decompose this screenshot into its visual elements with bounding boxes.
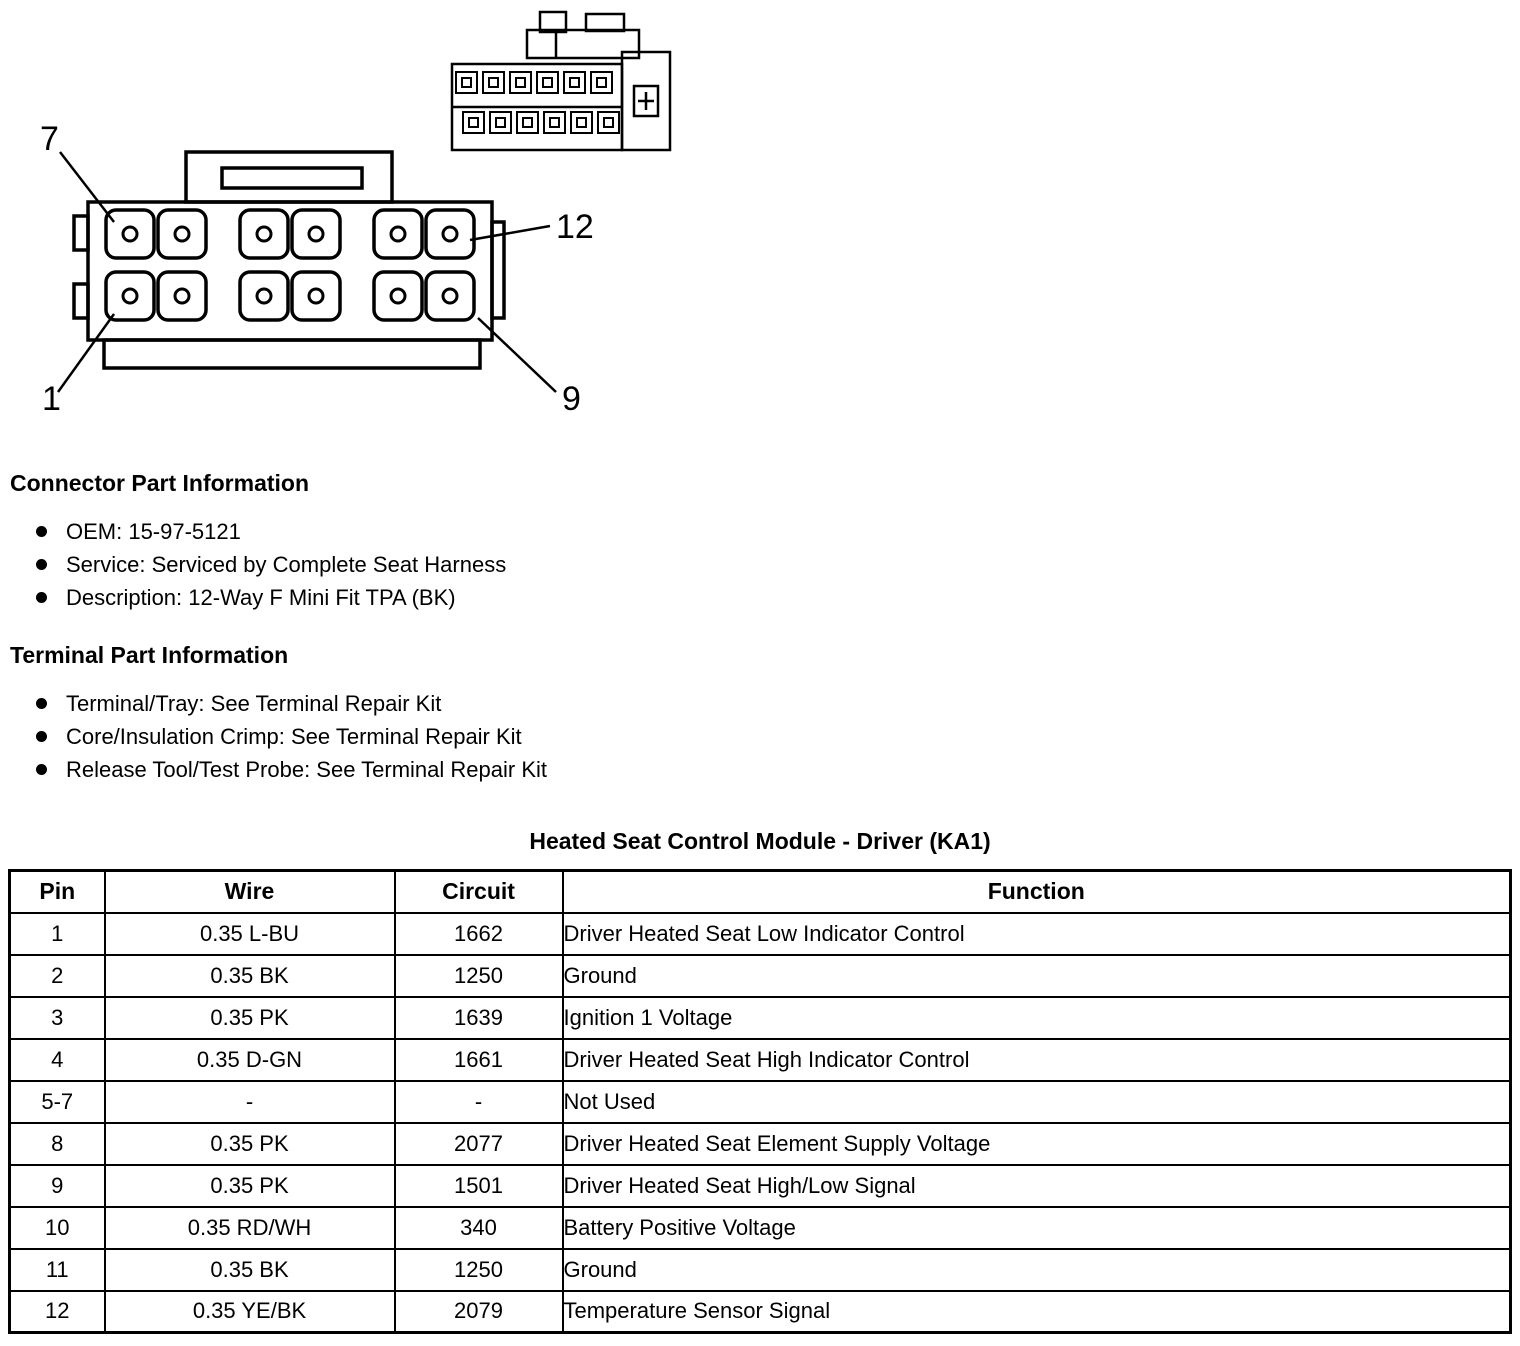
- callout-pin7: 7: [40, 120, 59, 158]
- col-header-wire: Wire: [105, 871, 395, 913]
- list-item-release-tool: Release Tool/Test Probe: See Terminal Repair Kit: [36, 753, 1510, 786]
- pinout-table: [8, 869, 1512, 1334]
- col-header-circuit: Circuit: [395, 871, 563, 913]
- list-item-oem: OEM: 15-97-5121: [36, 515, 1510, 548]
- wire-cell: 0.35 D-GN: [105, 1039, 395, 1081]
- pinout-table-section: [8, 828, 1512, 1334]
- connector-front-view: [74, 152, 504, 368]
- function-cell: Driver Heated Seat Low Indicator Control: [563, 913, 1511, 955]
- table-row: [10, 1249, 1511, 1291]
- pin-cell: 10: [10, 1207, 105, 1249]
- function-cell: Driver Heated Seat High/Low Signal: [563, 1165, 1511, 1207]
- list-item-terminal-tray: Terminal/Tray: See Terminal Repair Kit: [36, 687, 1510, 720]
- terminal-info-list: [36, 687, 1510, 786]
- function-cell: Not Used: [563, 1081, 1511, 1123]
- table-row: [10, 1039, 1511, 1081]
- table-title: Heated Seat Control Module - Driver (KA1): [529, 828, 991, 854]
- wire-cell: 0.35 PK: [105, 1123, 395, 1165]
- connector-part-info-heading: Connector Part Information: [10, 470, 310, 496]
- wire-cell: 0.35 PK: [105, 1165, 395, 1207]
- pin-cell: 9: [10, 1165, 105, 1207]
- table-row: [10, 1165, 1511, 1207]
- wire-cell: 0.35 RD/WH: [105, 1207, 395, 1249]
- list-item-description: Description: 12-Way F Mini Fit TPA (BK): [36, 581, 1510, 614]
- circuit-cell: 1501: [395, 1165, 563, 1207]
- terminal-part-info-heading: Terminal Part Information: [10, 642, 289, 668]
- circuit-cell: 1639: [395, 997, 563, 1039]
- list-item-crimp: Core/Insulation Crimp: See Terminal Repair Kit: [36, 720, 1510, 753]
- pin-cell: 2: [10, 955, 105, 997]
- table-row: [10, 1123, 1511, 1165]
- terminal-contacts: [123, 227, 457, 303]
- pin-cell: 5-7: [10, 1081, 105, 1123]
- circuit-cell: 1250: [395, 1249, 563, 1291]
- wire-cell: 0.35 YE/BK: [105, 1291, 395, 1333]
- pin-cell: 3: [10, 997, 105, 1039]
- table-header-row: [10, 871, 1511, 913]
- table-row: [10, 997, 1511, 1039]
- table-row: [10, 1081, 1511, 1123]
- wire-cell: 0.35 BK: [105, 1249, 395, 1291]
- wire-cell: 0.35 BK: [105, 955, 395, 997]
- col-header-pin: Pin: [10, 871, 105, 913]
- connector-diagram: [0, 0, 720, 460]
- function-cell: Ground: [563, 1249, 1511, 1291]
- list-item-service: Service: Serviced by Complete Seat Harness: [36, 548, 1510, 581]
- callout-pin12: 12: [556, 208, 594, 246]
- function-cell: Driver Heated Seat High Indicator Control: [563, 1039, 1511, 1081]
- table-row: [10, 1207, 1511, 1249]
- callout-pin9: 9: [562, 380, 581, 418]
- wire-cell: 0.35 L-BU: [105, 913, 395, 955]
- terminal-cavities: [106, 210, 474, 320]
- part-information: [10, 470, 1510, 786]
- function-cell: Battery Positive Voltage: [563, 1207, 1511, 1249]
- wire-cell: 0.35 PK: [105, 997, 395, 1039]
- pin-cell: 4: [10, 1039, 105, 1081]
- table-row: [10, 955, 1511, 997]
- connector-info-list: [36, 515, 1510, 614]
- pin-cell: 8: [10, 1123, 105, 1165]
- circuit-cell: 1662: [395, 913, 563, 955]
- function-cell: Ignition 1 Voltage: [563, 997, 1511, 1039]
- function-cell: Temperature Sensor Signal: [563, 1291, 1511, 1333]
- circuit-cell: 340: [395, 1207, 563, 1249]
- iso-terminals: [456, 72, 619, 133]
- circuit-cell: 2077: [395, 1123, 563, 1165]
- circuit-cell: -: [395, 1081, 563, 1123]
- circuit-cell: 1661: [395, 1039, 563, 1081]
- circuit-cell: 1250: [395, 955, 563, 997]
- table-row: [10, 1291, 1511, 1333]
- pin-cell: 11: [10, 1249, 105, 1291]
- circuit-cell: 2079: [395, 1291, 563, 1333]
- function-cell: Driver Heated Seat Element Supply Voltage: [563, 1123, 1511, 1165]
- function-cell: Ground: [563, 955, 1511, 997]
- wire-cell: -: [105, 1081, 395, 1123]
- pin-cell: 1: [10, 913, 105, 955]
- pin-cell: 12: [10, 1291, 105, 1333]
- table-row: [10, 913, 1511, 955]
- col-header-function: Function: [563, 871, 1511, 913]
- callout-pin1: 1: [42, 380, 61, 418]
